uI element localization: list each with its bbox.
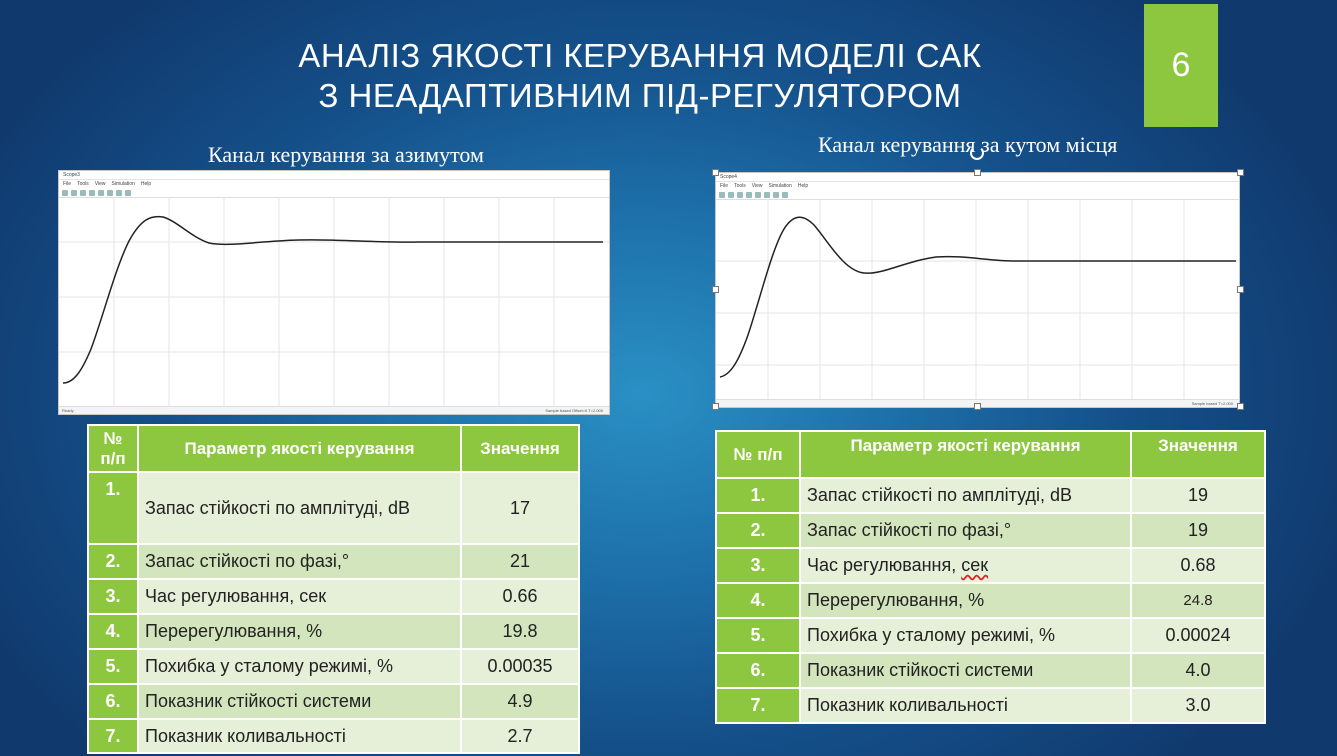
row-number: 6. [88,684,138,719]
row-parameter: Показник стійкості системи [138,684,461,719]
table-row [88,579,579,614]
row-parameter-text: Час регулювання, [807,555,957,575]
toolbar-icon [62,190,68,196]
slide-number-badge: 6 [1144,4,1218,127]
menu-item: Tools [734,183,746,189]
col-header-parameter: Параметр якості керування [800,431,1131,478]
col-header-number: № п/п [716,431,800,478]
table-row [716,513,1265,548]
menu-item: Help [140,181,152,187]
row-parameter: Запас стійкості по фазі,° [800,513,1131,548]
title-line-2: З НЕАДАПТИВНИМ ПІД-РЕГУЛЯТОРОМ [318,77,962,114]
row-parameter: Перерегулювання, % [800,583,1131,618]
menu-item: File [63,181,72,187]
left-quality-table [87,424,580,754]
resize-handle[interactable] [974,403,981,410]
toolbar-icon [773,192,779,198]
table-row [88,684,579,719]
row-value: 0.68 [1131,548,1265,583]
status-left: Ready [62,408,74,413]
row-number: 6. [716,653,800,688]
resize-handle[interactable] [974,169,981,176]
menu-item: Simulation [111,181,135,187]
right-scope-menubar [716,182,1239,190]
toolbar-icon [98,190,104,196]
toolbar-icon [116,190,122,196]
table-row [88,544,579,579]
title-line-1: АНАЛІЗ ЯКОСТІ КЕРУВАННЯ МОДЕЛІ САК [298,37,982,74]
row-parameter: Показник коливальності [800,688,1131,723]
row-value: 21 [461,544,579,579]
toolbar-icon [782,192,788,198]
table-row [716,618,1265,653]
toolbar-icon [719,192,725,198]
row-value: 19 [1131,513,1265,548]
left-step-response-plot [59,197,610,409]
right-step-response-plot [716,199,1240,403]
toolbar-icon [728,192,734,198]
row-value: 0.00024 [1131,618,1265,653]
col-header-parameter: Параметр якості керування [138,425,461,472]
left-scope-image [58,170,610,415]
right-quality-table [715,430,1266,724]
toolbar-icon [755,192,761,198]
menu-item: File [720,183,729,189]
resize-handle[interactable] [1237,286,1244,293]
right-scope-image[interactable] [715,172,1240,408]
row-number: 2. [716,513,800,548]
toolbar-icon [80,190,86,196]
table-row [88,649,579,684]
row-number: 4. [716,583,800,618]
table-row [716,478,1265,513]
menu-item: Help [797,183,809,189]
left-scope-status [59,406,609,414]
table-row [88,719,579,753]
toolbar-icon [746,192,752,198]
row-parameter: Час регулювання, сек [138,579,461,614]
row-parameter: Запас стійкості по амплітуді, dB [800,478,1131,513]
row-parameter: Запас стійкості по амплітуді, dB [138,472,461,544]
table-row [716,548,1265,583]
row-parameter: Запас стійкості по фазі,° [138,544,461,579]
table-row [716,653,1265,688]
status-right: Sample based Offset=0 T=2.000 [545,408,603,413]
slide-title [180,36,1100,116]
row-number: 7. [716,688,800,723]
col-header-value: Значення [1131,431,1265,478]
toolbar-icon [764,192,770,198]
table-row [88,472,579,544]
left-scope-menubar [59,180,609,188]
toolbar-icon [107,190,113,196]
row-value: 0.00035 [461,649,579,684]
left-scope-titlebar: Scope3 [59,171,609,180]
right-caption: Канал керування за кутом місця [818,132,1118,157]
resize-handle[interactable] [712,403,719,410]
row-parameter: Показник стійкості системи [800,653,1131,688]
toolbar-icon [71,190,77,196]
resize-handle[interactable] [712,169,719,176]
resize-handle[interactable] [712,286,719,293]
status-right: Sample based T=2.000 [1191,401,1233,406]
row-value: 24.8 [1131,583,1265,618]
row-parameter: Перерегулювання, % [138,614,461,649]
menu-item: View [94,181,106,187]
toolbar-icon [89,190,95,196]
row-parameter: Похибка у сталому режимі, % [800,618,1131,653]
menu-item: Tools [77,181,89,187]
row-number: 1. [88,472,138,544]
toolbar-icon [737,192,743,198]
row-value: 0.66 [461,579,579,614]
row-number: 4. [88,614,138,649]
row-parameter: Похибка у сталому режимі, % [138,649,461,684]
row-value: 2.7 [461,719,579,753]
rotate-handle-icon[interactable] [970,146,984,160]
row-number: 3. [88,579,138,614]
row-number: 5. [716,618,800,653]
row-parameter: Показник коливальності [138,719,461,753]
row-parameter-unit: сек [961,555,989,575]
row-number: 3. [716,548,800,583]
resize-handle[interactable] [1237,403,1244,410]
col-header-number: № п/п [88,425,138,472]
table-row [716,583,1265,618]
row-value: 17 [461,472,579,544]
left-caption: Канал керування за азимутом [208,142,484,167]
row-number: 1. [716,478,800,513]
row-number: 2. [88,544,138,579]
row-value: 4.9 [461,684,579,719]
row-value: 3.0 [1131,688,1265,723]
row-value: 19.8 [461,614,579,649]
col-header-value: Значення [461,425,579,472]
row-value: 19 [1131,478,1265,513]
menu-item: View [751,183,763,189]
resize-handle[interactable] [1237,169,1244,176]
toolbar-icon [125,190,131,196]
row-number: 5. [88,649,138,684]
table-row [88,614,579,649]
table-row [716,688,1265,723]
menu-item: Simulation [768,183,792,189]
row-value: 4.0 [1131,653,1265,688]
right-scope-titlebar: Scope4 [716,173,1239,182]
right-response-curve [720,217,1236,377]
row-number: 7. [88,719,138,753]
row-parameter [800,548,1131,583]
